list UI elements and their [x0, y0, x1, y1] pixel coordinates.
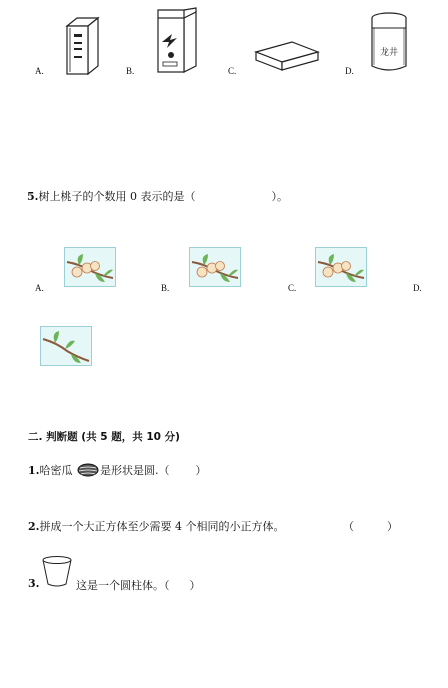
book-icon — [62, 12, 102, 76]
j2-line — [28, 518, 284, 534]
q4-option-c[interactable]: C. — [228, 66, 237, 76]
j2-number: 2. — [28, 520, 40, 533]
cup-icon — [40, 555, 74, 589]
q4-option-b[interactable]: B. — [126, 66, 135, 76]
j1-close: ） — [195, 464, 207, 477]
j1-after: 是形状是圆.（ — [99, 464, 170, 477]
peach-branch-3-icon — [189, 247, 241, 287]
j3-text: 这是一个圆柱体。（ — [76, 579, 170, 592]
q4-option-a[interactable]: A. — [35, 66, 44, 76]
empty-branch-icon — [40, 326, 92, 366]
milk-carton-icon — [150, 6, 202, 76]
q5-option-d[interactable]: D. — [413, 283, 422, 293]
q5-option-c[interactable]: C. — [288, 283, 297, 293]
melon-icon — [77, 463, 99, 477]
peach-branch-3-icon — [315, 247, 367, 287]
j1-line — [28, 462, 206, 478]
q5-text: 树上桃子的个数用 0 表示的是（ — [38, 190, 196, 203]
q5-option-a[interactable]: A. — [35, 283, 44, 293]
jar-label: 龙井 — [379, 48, 399, 58]
tea-jar-icon — [368, 10, 412, 76]
section2-heading: 二. 判断题 (共 5 题，共 10 分) — [28, 431, 180, 443]
j2-text: 拼成一个大正方体至少需要 4 个相同的小正方体。 — [39, 520, 285, 533]
j1-number: 1. — [28, 464, 40, 477]
j1-before: 哈密瓜 — [39, 464, 73, 477]
j2-close: ） — [387, 520, 398, 533]
q5-number: 5. — [27, 190, 39, 203]
j3-close: ） — [189, 579, 201, 592]
q5-option-b[interactable]: B. — [161, 283, 170, 293]
j3-number: 3. — [28, 577, 40, 590]
q5-close: ）。 — [271, 190, 288, 203]
peach-branch-3-icon — [64, 247, 116, 287]
j3-line — [76, 577, 201, 593]
q5-line — [27, 188, 288, 204]
j2-open: （ — [343, 520, 354, 533]
j2-blank[interactable] — [356, 516, 386, 530]
flat-box-icon — [252, 38, 324, 74]
q4-option-d[interactable]: D. — [345, 66, 354, 76]
